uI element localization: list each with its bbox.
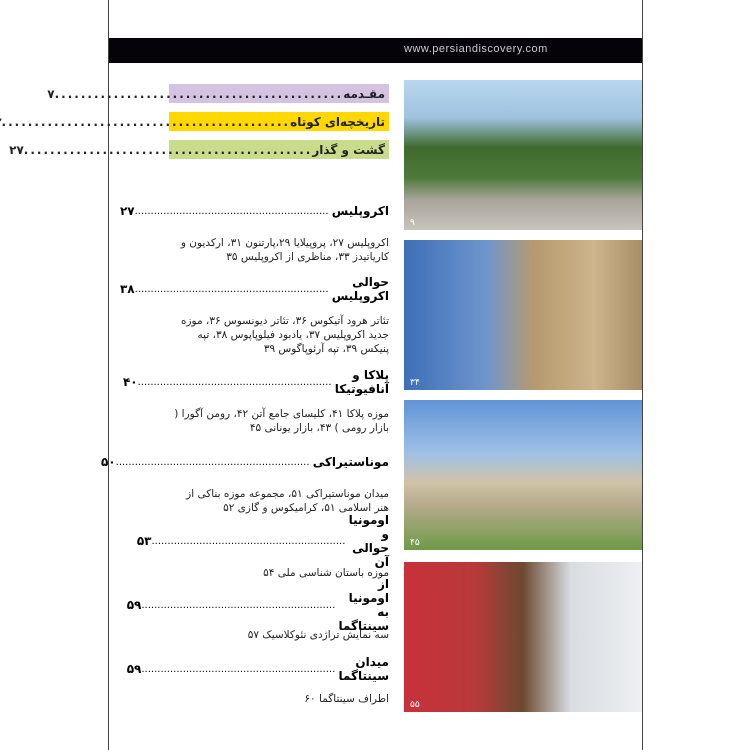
leader-dots: ............................................................. bbox=[115, 456, 313, 468]
section-body: اطراف سینتاگما ۶۰ bbox=[304, 693, 389, 705]
photo-page-number: ۹ bbox=[410, 218, 415, 228]
section-title: پلاکا و آنافیوتیکا bbox=[334, 368, 389, 396]
section-title: میدان سینتاگما bbox=[338, 655, 389, 683]
toc-title: مقـدمه bbox=[343, 86, 385, 101]
toc-section[interactable] bbox=[119, 202, 389, 264]
section-page: ۳۸ bbox=[119, 282, 135, 296]
section-page: ۲۷ bbox=[119, 204, 135, 218]
toc-title: تاریخچه‌ای کوتاه bbox=[290, 114, 385, 129]
section-title: اومونیا و حوالی آن bbox=[348, 513, 389, 569]
leader-dots: ............................................................. bbox=[134, 205, 332, 217]
toc-intro[interactable] bbox=[47, 84, 389, 103]
leader-dots: ............................................................. bbox=[141, 599, 339, 611]
section-body: تئاتر هرود آتیکوس ۳۶، تئاتر دیونسوس ۳۶، موزه جدید اکروپلیس ۳۷، یادبود فیلوپاپوس ۳۸، تپه پنیکس ۳۹، تپه آرئوپاگوس ۳۹ bbox=[180, 315, 389, 355]
section-body: اکروپلیس ۲۷، پروپیلایا ۲۹،پارتنون ۳۱، ارکدیون و کاریاتیدز ۳۳، مناظری از اکروپلیس ۳۵ bbox=[180, 237, 389, 263]
toc-section[interactable] bbox=[122, 368, 389, 435]
leader-dots: ............................................................. bbox=[141, 663, 339, 675]
leader-dots: ............................................................. bbox=[137, 376, 335, 388]
section-page: ۵۹ bbox=[126, 598, 142, 612]
photo-museum-horse bbox=[404, 562, 642, 712]
toc-page: ۲۷ bbox=[9, 142, 24, 157]
book-page bbox=[1, 0, 643, 750]
section-title: از اومونیا به سینتاگما bbox=[338, 577, 389, 633]
website-url: www.persiandiscovery.com bbox=[404, 43, 548, 55]
photo-page-number: ۴۵ bbox=[410, 538, 420, 548]
photo-page-number: ۵۵ bbox=[410, 700, 420, 710]
section-title: اکروپلیس bbox=[331, 204, 389, 218]
toc-tour[interactable] bbox=[9, 140, 389, 159]
section-title: موناستیراکی bbox=[312, 455, 389, 469]
section-body: سه نمایش تراژدی نئوکلاسیک ۵۷ bbox=[247, 629, 389, 641]
toc-section[interactable] bbox=[100, 453, 389, 515]
toc-section[interactable] bbox=[119, 275, 389, 356]
toc-section[interactable] bbox=[126, 577, 389, 642]
leader-dots: ............................................................. bbox=[151, 535, 349, 547]
photo-tower-of-winds bbox=[404, 400, 642, 550]
toc-page bbox=[0, 115, 2, 129]
leader-dots: ............................................ bbox=[1, 114, 291, 129]
section-page: ۵۰ bbox=[100, 455, 116, 469]
header-bar bbox=[109, 38, 642, 63]
photo-caryatids bbox=[404, 240, 642, 390]
photo-page-number: ۳۴ bbox=[410, 378, 420, 388]
toc-highlights bbox=[1, 84, 389, 168]
section-body: موزه باستان شناسی ملی ۵۴ bbox=[263, 567, 389, 579]
section-page: ۴۰ bbox=[122, 375, 138, 389]
toc-section[interactable] bbox=[126, 655, 389, 706]
leader-dots: ............................................ bbox=[54, 86, 344, 101]
section-body: موزه پلاکا ۴۱، کلیسای جامع آتن ۴۲، رومن آگورا ( بازار رومی ) ۴۳، بازار یونانی ۴۵ bbox=[174, 408, 389, 434]
section-page: ۵۳ bbox=[136, 534, 152, 548]
section-title: حوالی اکروپلیس bbox=[331, 275, 389, 303]
section-body: میدان موناستیراکی ۵۱، مجموعه موزه بناکی از هنر اسلامی ۵۱، کرامیکوس و گازی ۵۲ bbox=[186, 488, 389, 514]
photo-syntagma-square bbox=[404, 80, 642, 230]
toc-page: ۷ bbox=[47, 86, 55, 101]
leader-dots: ............................................ bbox=[23, 142, 313, 157]
leader-dots: ............................................................. bbox=[134, 283, 332, 295]
section-page: ۵۹ bbox=[126, 662, 142, 676]
toc-title: گشت و گذار bbox=[312, 142, 385, 157]
toc-section[interactable] bbox=[136, 513, 389, 580]
toc-history[interactable] bbox=[1, 112, 389, 131]
